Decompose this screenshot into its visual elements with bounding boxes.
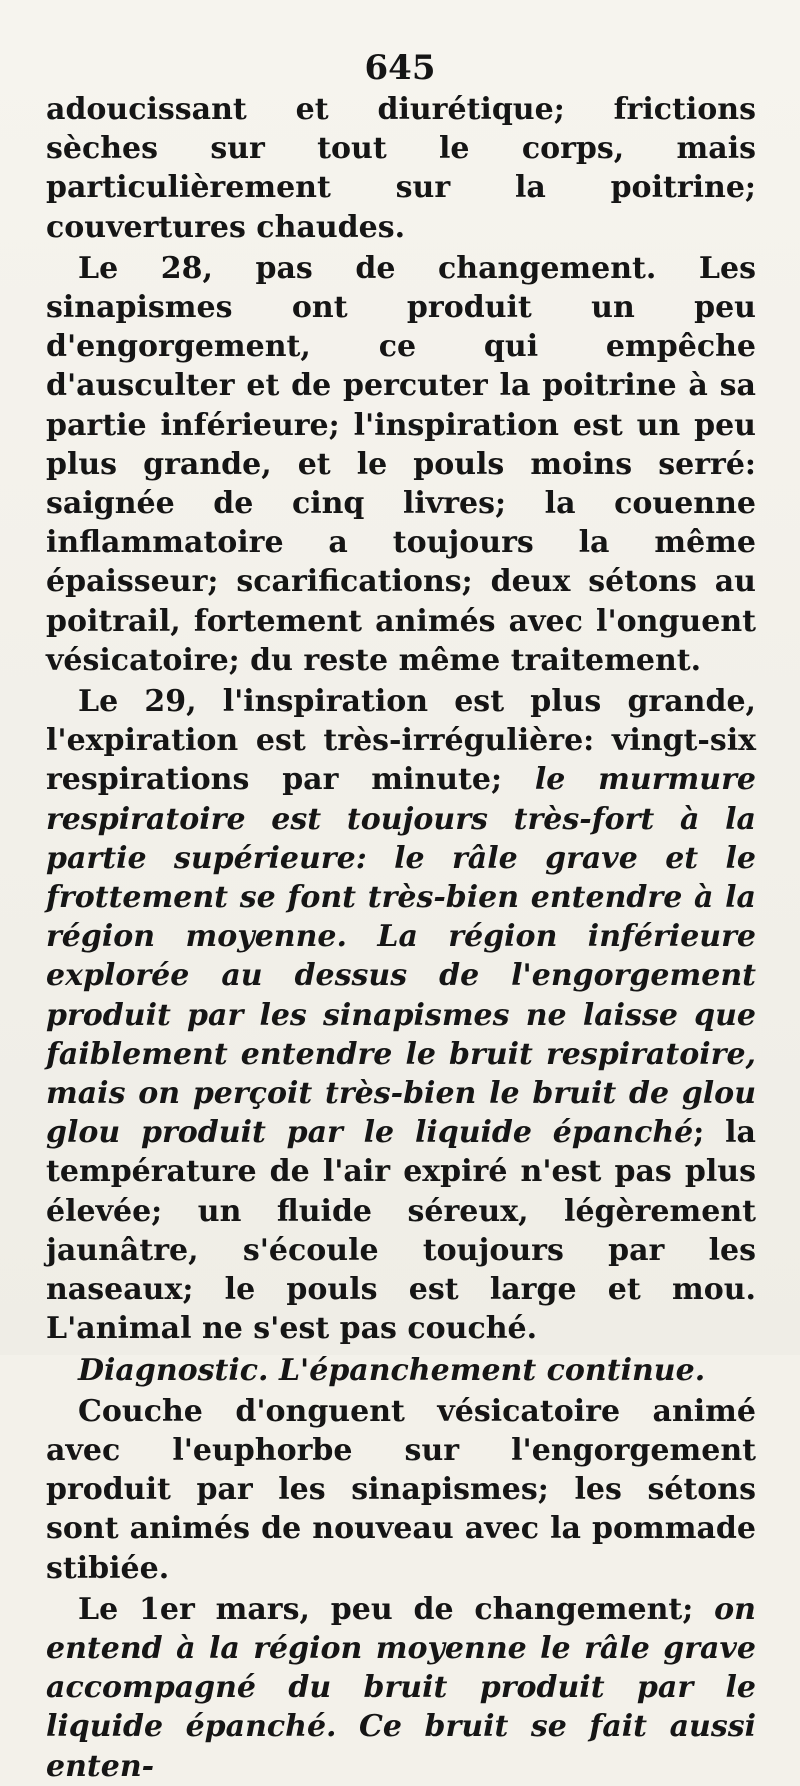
paragraph-p3 <box>46 682 756 1348</box>
page-number: 645 <box>364 48 436 88</box>
text-run: ; la température de l'air expiré n'est pas plus élevée; un fluide séreux, légèrement jaunâtre, s'écoule toujours par les naseaux; le pouls est large et mou. L'animal ne s'est pas couché. <box>46 1115 756 1347</box>
italic-run: Diagnostic. L'épanchement continue. <box>78 1352 706 1388</box>
paragraph-p4 <box>46 1351 756 1390</box>
text-run: Le 1er mars, peu de changement; <box>78 1591 715 1627</box>
italic-run: on entend à la région moyenne le râle grave accompagné du bruit produit par le liquide épanché. Ce bruit se fait aussi enten- <box>46 1591 756 1784</box>
text-run: Le 28, pas de changement. Les sinapismes ont produit un peu d'engorgement, ce qui empêche d'ausculter et de percuter la poitrine à sa partie inférieure; l'inspiration est un peu plus grande, et le pouls moins serré: saignée de cinq livres; la couenne inflammatoire a toujours la même épaisseur; scarifications; deux sétons au poitrail, fortement animés avec l'onguent vésicatoire; du reste même traitement. <box>46 250 756 678</box>
text-run: Le 29, l'inspiration est plus grande, l'expiration est très-irrégulière: vingt-six respirations par minute; <box>46 684 756 798</box>
text-run: Couche d'onguent vésicatoire animé avec l'euphorbe sur l'engorgement produit par les sinapismes; les sétons sont animés de nouveau avec la pommade stibiée. <box>46 1393 756 1586</box>
paragraph-p2 <box>46 249 756 680</box>
paragraph-p6 <box>46 1590 756 1786</box>
italic-run: le murmure respiratoire est toujours très-fort à la partie supérieure: le râle grave et le frottement se font très-bien entendre à la région moyenne. La région inférieure explorée au dessus de l'engorgement produit par les sinapismes ne laisse que faiblement entendre le bruit respiratoire, mais on perçoit très-bien le bruit de glou glou produit par le liquide épanché <box>46 762 756 1151</box>
text-run: adoucissant et diurétique; frictions sèches sur tout le corps, mais particulièrement sur la poitrine; couvertures chaudes. <box>46 92 756 245</box>
paragraph-p5 <box>46 1392 756 1588</box>
paragraph-p1 <box>46 90 756 247</box>
page-body-text <box>46 90 756 1786</box>
